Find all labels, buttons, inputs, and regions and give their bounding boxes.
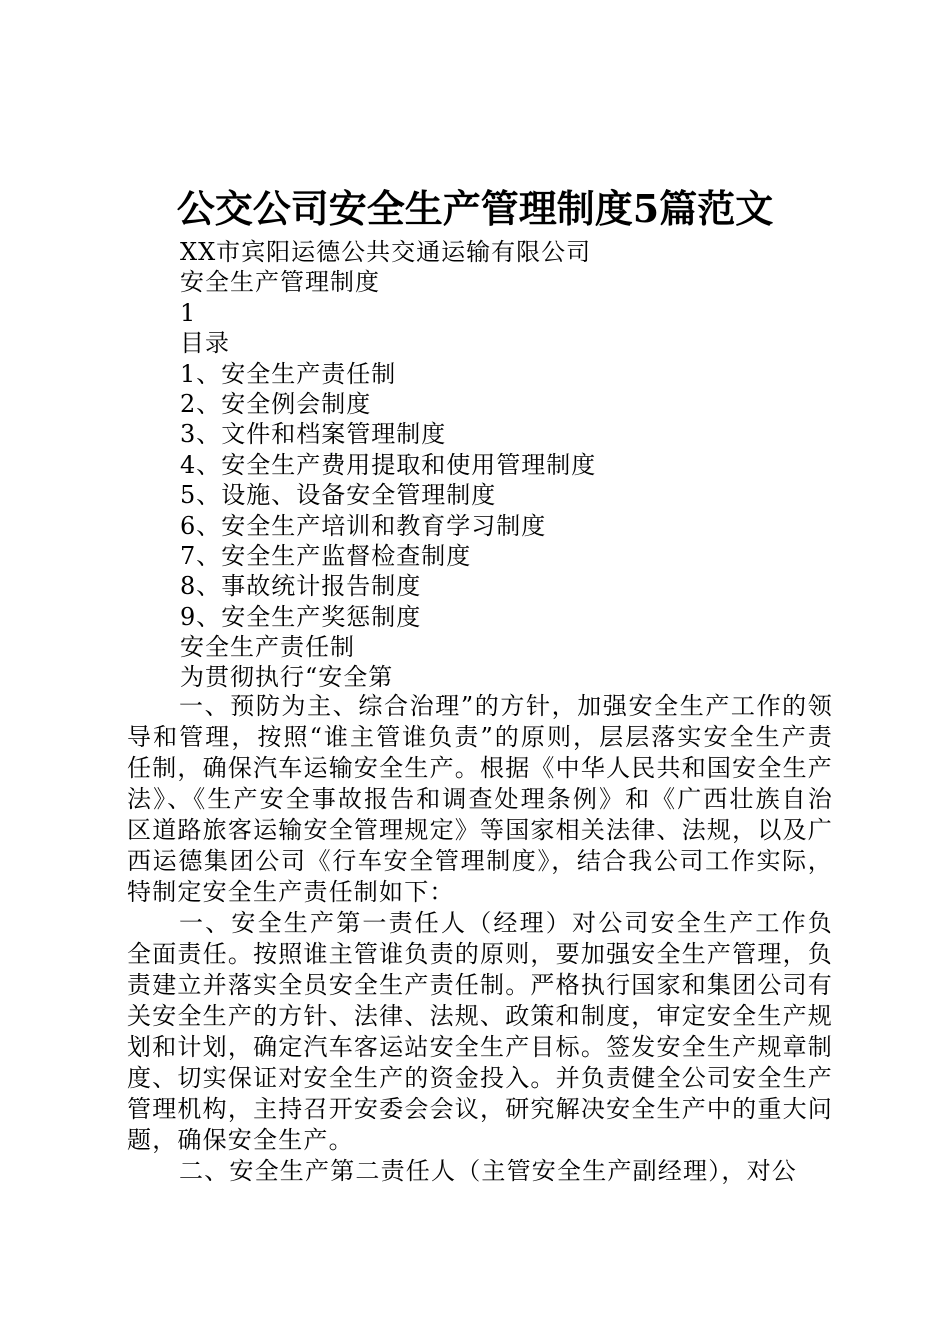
body-text bbox=[127, 691, 833, 1187]
toc-item: 7、安全生产监督检查制度 bbox=[180, 541, 472, 570]
toc-heading: 目录 bbox=[180, 329, 230, 358]
paragraph: 二、安全生产第二责任人（主管安全生产副经理），对公 bbox=[179, 1157, 797, 1185]
document-title: 公交公司安全生产管理制度5篇范文 bbox=[176, 186, 774, 231]
toc-item: 9、安全生产奖惩制度 bbox=[180, 602, 422, 631]
section-heading: 安全生产责任制 bbox=[180, 633, 355, 662]
header-lines bbox=[180, 237, 880, 693]
paragraph: 一、安全生产第一责任人（经理）对公司安全生产工作负全面责任。按照谁主管谁负责的原则，要加强安全生产管理，负责建立并落实全员安全生产责任制。严格执行国家和集团公司有关安全生产的方针、法律、法规、政策和制度，审定安全生产规划和计划，确定汽车客运站安全生产目标。签发安全生产规章制度、切实保证对安全生产的资金投入。并负责健全公司安全生产管理机构，主持召开安委会会议，研究解决安全生产中的重大问题，确保安全生产。 bbox=[127, 909, 833, 1154]
intro-line: 为贯彻执行“安全第 bbox=[180, 663, 394, 692]
page-number: 1 bbox=[180, 298, 197, 327]
toc-item: 5、设施、设备安全管理制度 bbox=[180, 481, 497, 510]
toc-item: 1、安全生产责任制 bbox=[180, 359, 397, 388]
paragraph: 一、预防为主、综合治理”的方针，加强安全生产工作的领导和管理，按照“谁主管谁负责”的原则，层层落实安全生产责任制，确保汽车运输安全生产。根据《中华人民共和国安全生产法》、《生产安全事故报告和调查处理条例》和《广西壮族自治区道路旅客运输安全管理规定》等国家相关法律、法规，以及广西运德集团公司《行车安全管理制度》，结合我公司工作实际，特制定安全生产责任制如下： bbox=[127, 692, 833, 906]
toc-item: 2、安全例会制度 bbox=[180, 389, 372, 418]
toc-item: 3、文件和档案管理制度 bbox=[180, 420, 447, 449]
company-name: XX市宾阳运德公共交通运输有限公司 bbox=[180, 238, 592, 266]
system-title: 安全生产管理制度 bbox=[180, 268, 380, 297]
toc-item: 8、事故统计报告制度 bbox=[180, 572, 422, 601]
toc-item: 6、安全生产培训和教育学习制度 bbox=[180, 511, 547, 540]
toc-item: 4、安全生产费用提取和使用管理制度 bbox=[180, 450, 597, 479]
